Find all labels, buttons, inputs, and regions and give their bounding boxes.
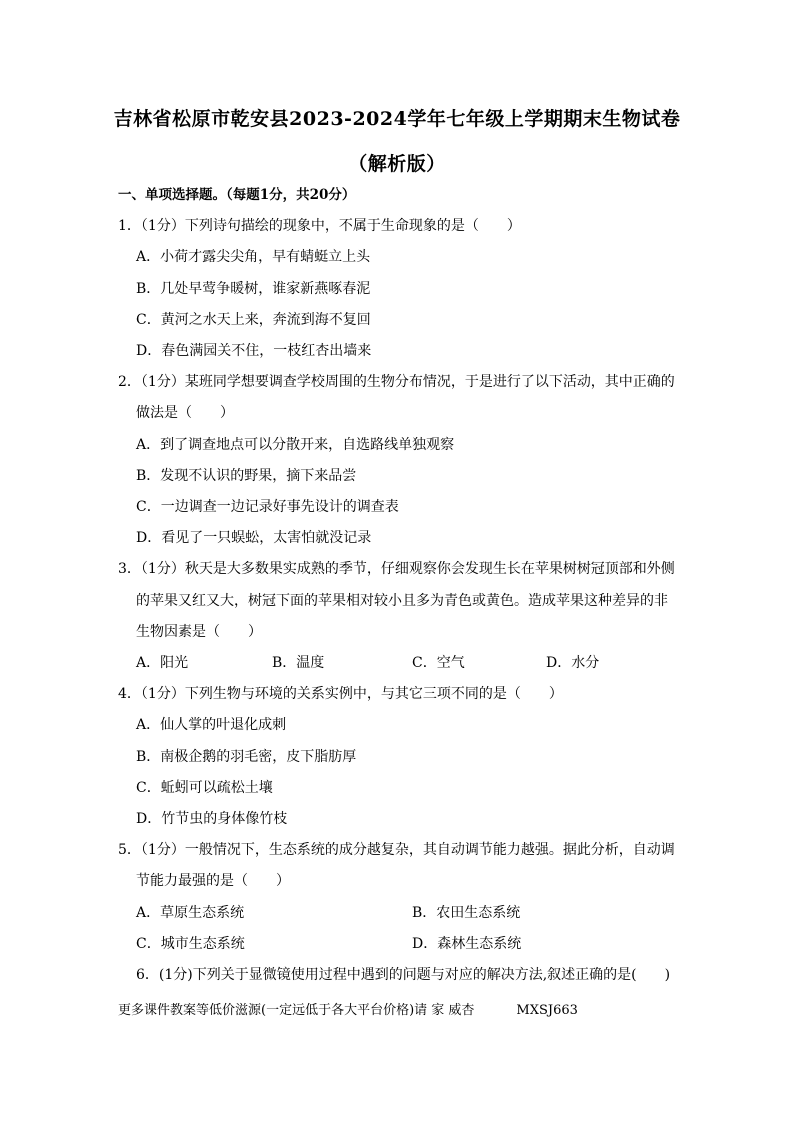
question-2-stem-cont: 做法是（ ） (136, 405, 234, 421)
question-1-stem: 1．（1分）下列诗句描绘的现象中，不属于生命现象的是（ ） (118, 218, 521, 234)
footer-code: MXSJ663 (516, 1003, 578, 1018)
question-2-option-c: C．一边调查一边记录好事先设计的调查表 (136, 499, 399, 515)
question-4-option-a: A．仙人掌的叶退化成刺 (136, 717, 287, 733)
question-5-option-b: B．农田生态系统 (412, 905, 521, 921)
question-5-option-c: C．城市生态系统 (136, 936, 245, 952)
question-1-option-a: A．小荷才露尖尖角，早有蜻蜓立上头 (136, 249, 371, 265)
question-2-option-a: A．到了调查地点可以分散开来，自选路线单独观察 (136, 437, 455, 453)
question-5-option-a: A．草原生态系统 (136, 905, 245, 921)
question-4-option-c: C．蚯蚓可以疏松土壤 (136, 780, 273, 796)
question-3-stem: 3．（1分）秋天是大多数果实成熟的季节，仔细观察你会发现生长在苹果树树冠顶部和外侧 (118, 561, 675, 577)
footer-note (118, 999, 578, 1018)
question-3-option-d: D．水分 (546, 655, 600, 671)
question-3-stem-cont-2: 生物因素是（ ） (136, 624, 262, 640)
question-2-option-b: B．发现不认识的野果，摘下来品尝 (136, 468, 357, 484)
document-title: 吉林省松原市乾安县2023-2024学年七年级上学期期末生物试卷 (113, 108, 681, 130)
question-5-stem: 5．（1分）一般情况下，生态系统的成分越复杂，其自动调节能力越强。据此分析，自动调 (118, 842, 675, 858)
question-2-option-d: D．看见了一只蜈蚣，太害怕就没记录 (136, 530, 372, 546)
question-4-option-d: D．竹节虫的身体像竹枝 (136, 811, 288, 827)
question-3-option-c: C．空气 (412, 655, 465, 671)
question-1-option-b: B．几处早莺争暖树，谁家新燕啄春泥 (136, 281, 371, 297)
question-1-option-d: D．春色满园关不住，一枝红杏出墙来 (136, 343, 372, 359)
question-4-option-b: B．南极企鹅的羽毛密，皮下脂肪厚 (136, 749, 357, 765)
question-3-option-a: A．阳光 (136, 655, 189, 671)
question-5-option-d: D．森林生态系统 (412, 936, 522, 952)
document-subtitle: （解析版） (348, 153, 446, 175)
question-4-stem: 4．（1分）下列生物与环境的关系实例中，与其它三项不同的是（ ） (118, 686, 563, 702)
question-2-stem: 2．（1分）某班同学想要调查学校周围的生物分布情况，于是进行了以下活动，其中正确的 (118, 374, 675, 390)
question-1-option-c: C．黄河之水天上来，奔流到海不复回 (136, 312, 371, 328)
question-3-option-b: B．温度 (272, 655, 325, 671)
section-heading: 一、单项选择题。（每题1分，共20分） (118, 187, 356, 203)
question-5-stem-cont: 节能力最强的是（ ） (136, 873, 290, 889)
question-3-stem-cont-1: 的苹果又红又大，树冠下面的苹果相对较小且多为青色或黄色。造成苹果这种差异的非 (136, 593, 668, 609)
footer-text: 更多课件教案等低价滋源(一定远低于各大平台价格)请 家 威杏 (118, 1003, 475, 1018)
question-6-stem: 6．(1分)下列关于显微镜使用过程中遇到的问题与对应的解决方法,叙述正确的是( ) (136, 967, 671, 983)
